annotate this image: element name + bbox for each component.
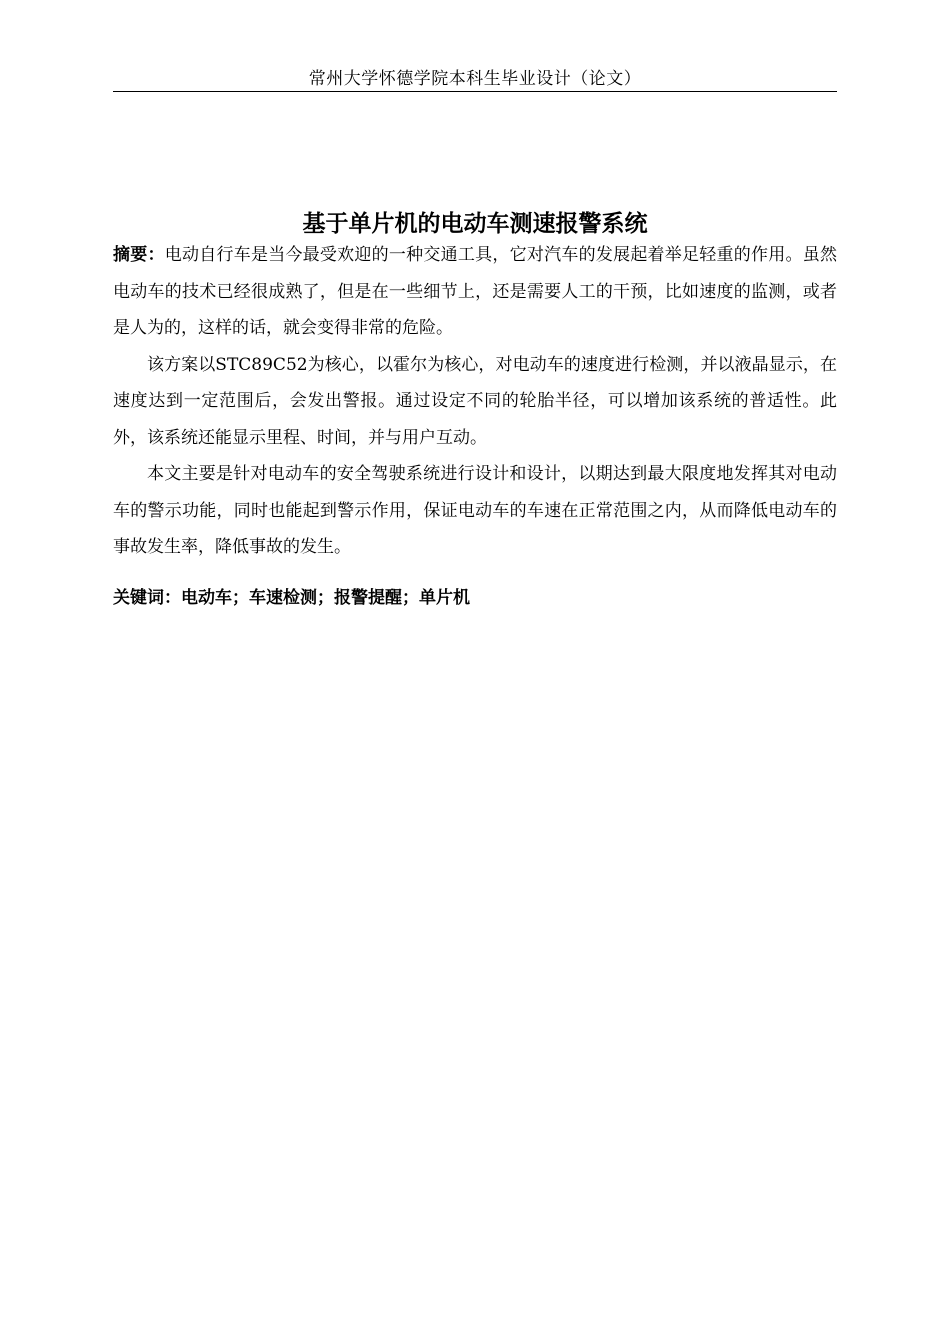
keywords-text: 电动车；车速检测；报警提醒；单片机 — [181, 588, 470, 608]
document-title: 基于单片机的电动车测速报警系统 — [302, 211, 648, 237]
keywords-line — [113, 583, 837, 613]
abstract-paragraph-2: 该方案以STC89C52为核心，以霍尔为核心，对电动车的速度进行检测，并以液晶显示，在速度达到一定范围后，会发出警报。通过设定不同的轮胎半径，可以增加该系统的普适性。此外，该系统还能显示里程、时间，并与用户互动。 — [113, 354, 837, 448]
abstract-paragraph-3: 本文主要是针对电动车的安全驾驶系统进行设计和设计，以期达到最大限度地发挥其对电动车的警示功能，同时也能起到警示作用，保证电动车的车速在正常范围之内，从而降低电动车的事故发生率，降低事故的发生。 — [113, 464, 837, 557]
abstract-paragraph-1-text: 电动自行车是当今最受欢迎的一种交通工具，它对汽车的发展起着举足轻重的作用。虽然电动车的技术已经很成熟了，但是在一些细节上，还是需要人工的干预，比如速度的监测，或者是人为的，这样的话，就会变得非常的危险。 — [113, 245, 838, 338]
abstract-section — [113, 237, 837, 566]
running-header: 常州大学怀德学院本科生毕业设计（论文） — [308, 69, 642, 89]
abstract-paragraph-1 — [113, 237, 837, 347]
header-divider — [113, 91, 837, 92]
keywords-label: 关键词： — [113, 588, 181, 608]
abstract-label: 摘要： — [113, 245, 165, 265]
